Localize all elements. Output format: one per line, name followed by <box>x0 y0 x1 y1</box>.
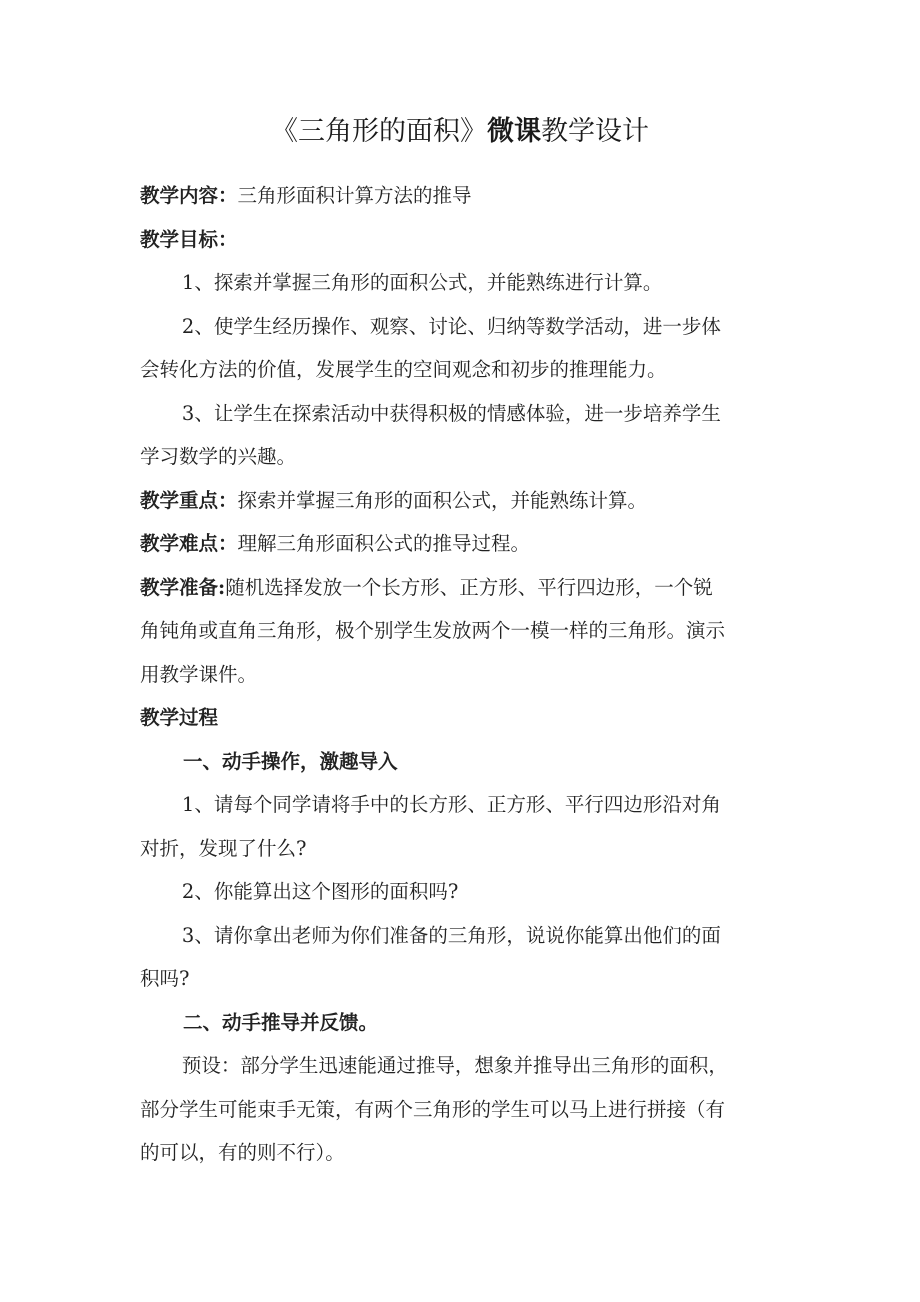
section1-item-2-line1: 2、你能算出这个图形的面积吗? <box>181 880 459 903</box>
preset-paragraph <box>140 1044 782 1175</box>
prep-line2: 角钝角或直角三角形，极个别学生发放两个一模一样的三角形。演示 <box>140 619 726 642</box>
goal-2-line1: 2、使学生经历操作、观察、讨论、归纳等数学活动，进一步体 <box>181 314 721 338</box>
prep-line3: 用教学课件。 <box>140 662 258 686</box>
title-part1: 《三角形的面积》 <box>271 116 487 147</box>
prep-label: 教学准备: <box>140 575 226 599</box>
title-bold-part: 微课 <box>487 116 541 147</box>
section1-item-1-line1: 1、请每个同学请将手中的长方形、正方形、平行四边形沿对角 <box>181 793 721 816</box>
section1-item-3 <box>140 914 782 1001</box>
content-label: 教学内容： <box>140 184 238 207</box>
section1-item-1-line2: 对折，发现了什么? <box>140 836 307 860</box>
document-body <box>140 174 782 1175</box>
preset-line3: 的可以，有的则不行）。 <box>140 1141 345 1164</box>
goal-item-1 <box>140 261 782 305</box>
preset-line2: 部分学生可能束手无策，有两个三角形的学生可以马上进行拼接（有 <box>140 1097 726 1121</box>
difficulty-paragraph <box>140 522 782 566</box>
goal-3-line2: 学习数学的兴趣。 <box>140 445 297 468</box>
goals-label: 教学目标： <box>140 227 238 251</box>
preset-line1: 预设：部分学生迅速能通过推导，想象并推导出三角形的面积， <box>181 1054 728 1077</box>
prep-line1: 随机选择发放一个长方形、正方形、平行四边形，一个锐 <box>225 575 713 599</box>
section1-item-1 <box>140 783 782 870</box>
content-paragraph <box>140 174 782 218</box>
difficulty-label: 教学难点： <box>140 532 238 555</box>
prep-paragraph <box>140 566 782 697</box>
focus-paragraph <box>140 479 782 523</box>
goal-1-line1: 1、探索并掌握三角形的面积公式，并能熟练进行计算。 <box>181 271 663 294</box>
goal-item-2 <box>140 305 782 392</box>
goal-3-line1: 3、让学生在探索活动中获得积极的情感体验，进一步培养学生 <box>181 401 721 425</box>
section1-item-3-line2: 积吗? <box>140 967 190 990</box>
focus-label: 教学重点： <box>140 488 238 512</box>
difficulty-text: 理解三角形面积公式的推导过程。 <box>237 532 531 555</box>
document-title <box>0 112 920 152</box>
section1-item-2 <box>140 870 782 914</box>
section1-title: 一、动手操作，激趣导入 <box>183 749 398 773</box>
process-label: 教学过程 <box>140 706 219 729</box>
goal-item-3 <box>140 392 782 479</box>
section1-item-3-line1: 3、请你拿出老师为你们准备的三角形，说说你能算出他们的面 <box>181 923 721 947</box>
title-part2: 教学设计 <box>541 116 649 147</box>
goal-2-line2: 会转化方法的价值，发展学生的空间观念和初步的推理能力。 <box>140 358 667 381</box>
content-text: 三角形面积计算方法的推导 <box>237 184 472 207</box>
focus-text: 探索并掌握三角形的面积公式，并能熟练计算。 <box>237 488 648 512</box>
section2-title: 二、动手推导并反馈。 <box>183 1010 379 1034</box>
